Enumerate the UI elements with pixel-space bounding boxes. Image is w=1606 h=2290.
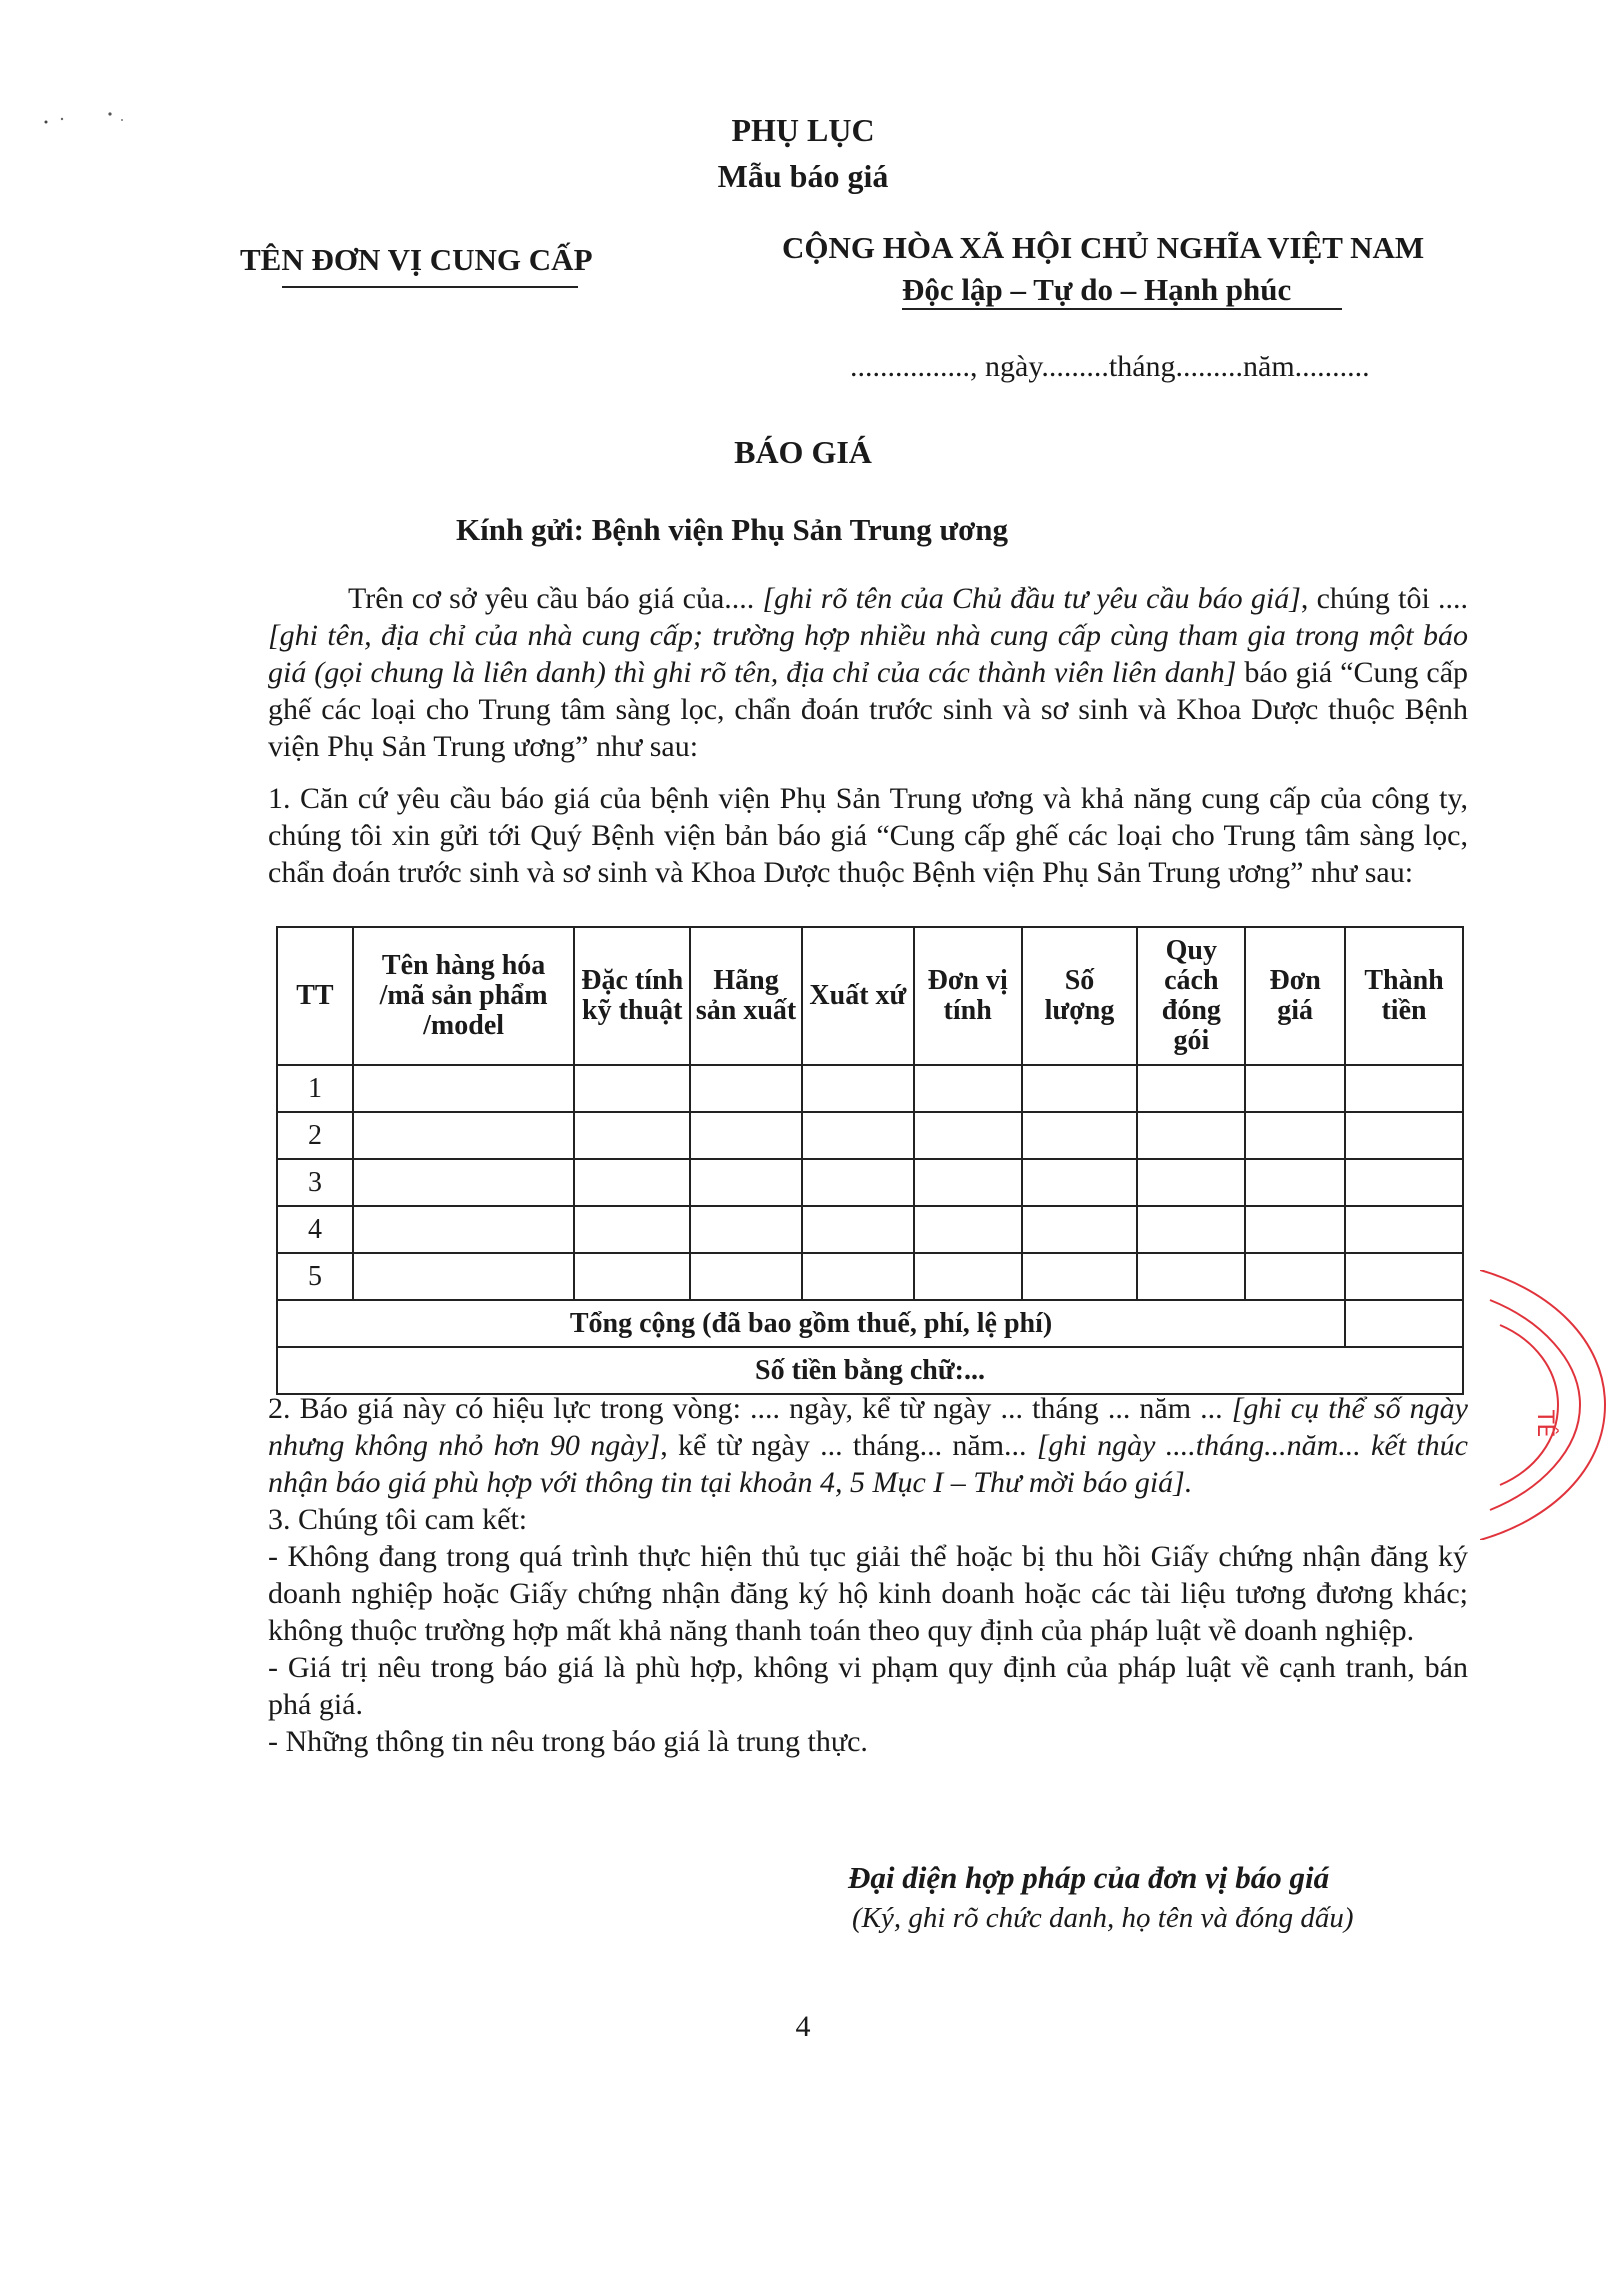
total-label: Tổng cộng (đã bao gồm thuế, phí, lệ phí) [277, 1300, 1345, 1347]
col-header-specs: Đặc tính kỹ thuật [574, 927, 690, 1065]
motto-underline [902, 308, 1342, 310]
amount-in-words-row [277, 1347, 1463, 1394]
col-header-product: Tên hàng hóa /mã sản phẩm /model [353, 927, 574, 1065]
signature-title: Đại diện hợp pháp của đơn vị báo giá [848, 1860, 1330, 1895]
row-number: 2 [277, 1112, 353, 1159]
form-title: Mẫu báo giá [717, 158, 889, 194]
appendix-title: PHỤ LỤC [731, 112, 875, 148]
col-header-amount: Thành tiền [1345, 927, 1463, 1065]
supplier-underline [282, 286, 578, 288]
section-3-title: 3. Chúng tôi cam kết: [268, 1503, 528, 1536]
commitment-item: - Giá trị nêu trong báo giá là phù hợp, không vi phạm quy định của pháp luật về cạnh tranh, bán phá giá. [268, 1651, 1468, 1721]
nation-name: CỘNG HÒA XÃ HỘI CHỦ NGHĨA VIỆT NAM [782, 230, 1425, 265]
sections-2-3 [268, 1390, 1468, 1760]
col-header-unit-price: Đơn giá [1245, 927, 1345, 1065]
col-header-manufacturer: Hãng sản xuất [690, 927, 802, 1065]
svg-text:TÊ: TÊ [1532, 1410, 1557, 1438]
section-2-text-3: . [1184, 1466, 1193, 1499]
section-2-paragraph [268, 1390, 1468, 1501]
signature-note: (Ký, ghi rõ chức danh, họ tên và đóng dấu) [852, 1902, 1354, 1934]
red-stamp-seal [1480, 1270, 1606, 1540]
commitment-item: - Những thông tin nêu trong báo giá là trung thực. [268, 1725, 868, 1758]
row-number: 1 [277, 1065, 353, 1112]
intro-placeholder-2: [ghi tên, địa chỉ của nhà cung cấp; trường hợp nhiều nhà cung cấp cùng tham gia trong một báo giá (gọi chung là liên danh) thì ghi rõ tên, địa chỉ của các thành viên liên danh] [268, 619, 1468, 689]
amount-in-words-label: Số tiền bằng chữ:... [277, 1347, 1463, 1394]
table-row [277, 1253, 1463, 1300]
quote-table [276, 926, 1464, 1395]
table-row [277, 1159, 1463, 1206]
supplier-name: TÊN ĐƠN VỊ CUNG CẤP [240, 242, 593, 277]
section-2-placeholder-1: [ghi cụ thể số ngày nhưng không nhỏ hơn 90 ngày] [268, 1392, 1468, 1462]
intro-text-3: báo giá “Cung cấp ghế các loại cho Trung tâm sàng lọc, chẩn đoán trước sinh và sơ sinh và Khoa Dược thuộc Bệnh viện Phụ Sản Trung ương” như sau: [268, 656, 1469, 763]
commitment-item: - Không đang trong quá trình thực hiện thủ tục giải thể hoặc bị thu hồi Giấy chứng nhận đăng ký doanh nghiệp hoặc Giấy chứng nhận đăng ký hộ kinh doanh hoặc các tài liệu tương đương khác; không thuộc trường hợp mất khả năng thanh toán theo quy định của pháp luật về doanh nghiệp. [268, 1540, 1468, 1647]
page-number: 4 [795, 2010, 811, 2043]
item-1-paragraph: 1. Căn cứ yêu cầu báo giá của bệnh viện Phụ Sản Trung ương và khả năng cung cấp của công ty, chúng tôi xin gửi tới Quý Bệnh viện bản báo giá “Cung cấp ghế các loại cho Trung tâm sàng lọc, chẩn đoán trước sinh và sơ sinh và Khoa Dược thuộc Bệnh viện Phụ Sản Trung ương” như sau: [268, 782, 1468, 889]
table-row [277, 1112, 1463, 1159]
col-header-origin: Xuất xứ [802, 927, 914, 1065]
intro-placeholder-1: [ghi rõ tên của Chủ đầu tư yêu cầu báo giá] [762, 582, 1301, 615]
intro-text-2: , chúng tôi .... [1300, 582, 1468, 615]
col-header-quantity: Số lượng [1022, 927, 1138, 1065]
total-row [277, 1300, 1463, 1347]
row-number: 4 [277, 1206, 353, 1253]
row-number: 3 [277, 1159, 353, 1206]
intro-paragraph [268, 580, 1468, 765]
document-heading: BÁO GIÁ [734, 434, 872, 470]
section-2-placeholder-2: [ghi ngày ....tháng...năm... kết thúc nhận báo giá phù hợp với thông tin tại khoản 4, 5 Mục I – Thư mời báo giá] [268, 1429, 1468, 1499]
col-header-packaging: Quy cách đóng gói [1137, 927, 1245, 1065]
row-number: 5 [277, 1253, 353, 1300]
table-row [277, 1206, 1463, 1253]
date-line: ................, ngày.........tháng.........năm.......... [850, 350, 1370, 383]
col-header-tt: TT [277, 927, 353, 1065]
intro-text-1: Trên cơ sở yêu cầu báo giá của.... [348, 582, 763, 615]
section-2-text-1: 2. Báo giá này có hiệu lực trong vòng: .... ngày, kể từ ngày ... tháng ... năm ... [268, 1392, 1232, 1425]
section-2-text-2: , kể từ ngày ... tháng... năm... [660, 1429, 1037, 1462]
national-motto: Độc lập – Tự do – Hạnh phúc [902, 272, 1292, 307]
table-row [277, 1065, 1463, 1112]
recipient-line: Kính gửi: Bệnh viện Phụ Sản Trung ương [456, 512, 1008, 547]
table-header-row [277, 927, 1463, 1065]
col-header-unit: Đơn vị tính [914, 927, 1022, 1065]
